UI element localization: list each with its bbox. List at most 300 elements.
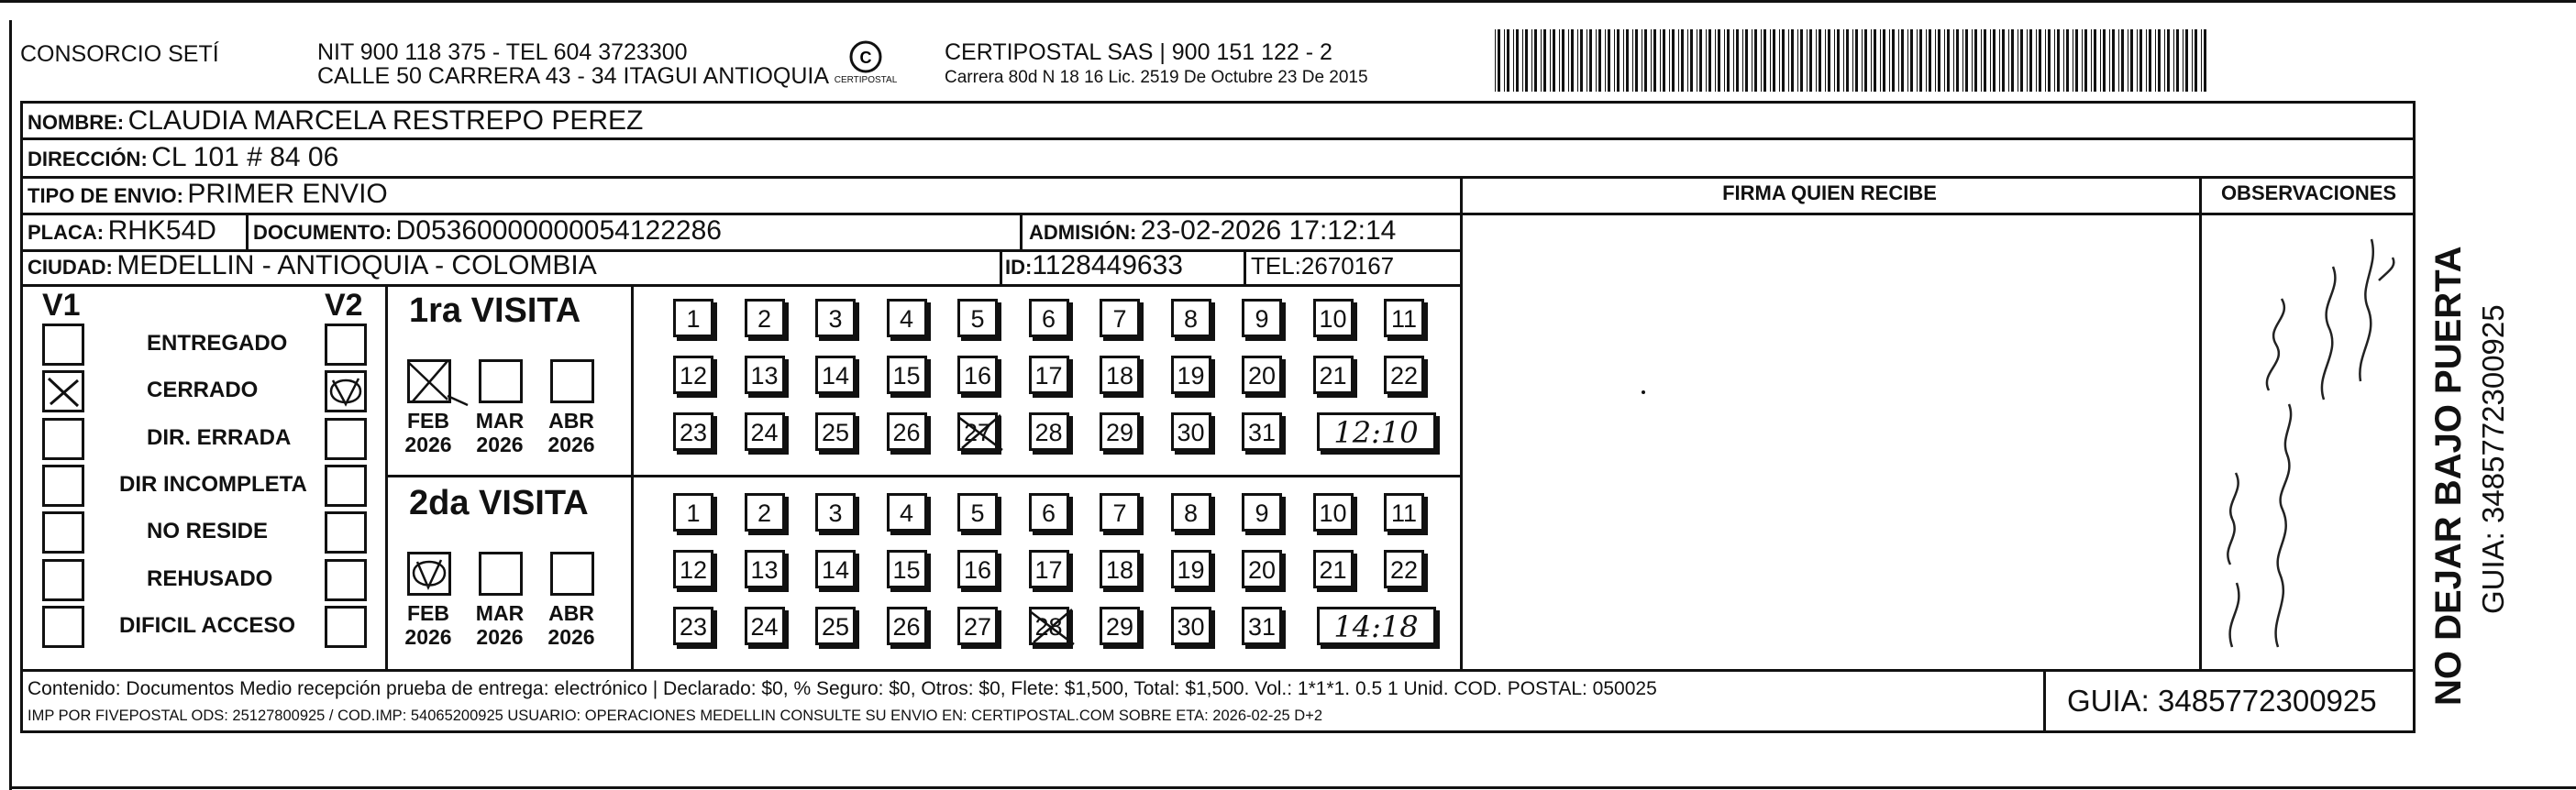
visit2-day-25[interactable]: 25	[815, 607, 856, 645]
barcode-bar	[1690, 29, 1693, 92]
status-label: NO RESIDE	[147, 519, 269, 543]
status-label: DIFICIL ACCESO	[119, 613, 296, 638]
footer-content: Contenido: Documentos Medio recepción prueba de entrega: electrónico | Declarado: $0, % Seguro: $0, Otros: $0, Flete: $1,500, Total: $1,500. Vol.: 1*1*1. 0.5 1 Unid. COD. POSTAL: 050025	[28, 678, 1657, 699]
visit1-day-8[interactable]: 8	[1171, 299, 1211, 337]
visit2-title: 2da VISITA	[409, 484, 589, 522]
barcode-bar	[1580, 29, 1583, 92]
barcode-bar	[1718, 29, 1720, 92]
v2-label: V2	[325, 288, 363, 323]
visit2-day-15[interactable]: 15	[887, 550, 927, 588]
barcode-bar	[2054, 29, 2055, 92]
barcode-bar	[1828, 29, 1830, 92]
barcode-bar	[1791, 29, 1794, 92]
barcode-bar	[1953, 29, 1954, 92]
barcode-bar	[1577, 29, 1578, 92]
visit1-day-4[interactable]: 4	[887, 299, 927, 337]
status-label: DIR. ERRADA	[147, 425, 292, 450]
v1-label: V1	[42, 288, 81, 323]
visit1-day-26[interactable]: 26	[887, 412, 927, 451]
barcode-bar	[1889, 29, 1890, 92]
direccion-value: CL 101 # 84 06	[151, 142, 339, 172]
barcode-bar	[1816, 29, 1817, 92]
barcode-bar	[1745, 29, 1748, 92]
barcode-bar	[2195, 29, 2197, 92]
barcode-bar	[2063, 29, 2064, 92]
col-line	[2199, 176, 2202, 669]
barcode-bar	[1516, 29, 1519, 92]
nombre-value: CLAUDIA MARCELA RESTREPO PEREZ	[127, 105, 644, 136]
v2-checkbox[interactable]	[325, 465, 367, 507]
barcode-bar	[1981, 29, 1982, 92]
barcode-bar	[1993, 29, 1996, 92]
visit2-month-label: FEB 2026	[404, 601, 452, 649]
tel-value: 2670167	[1300, 252, 1395, 280]
firma-label: FIRMA QUIEN RECIBE	[1722, 181, 1937, 204]
barcode-bar	[1715, 29, 1716, 92]
barcode-bar	[1534, 29, 1537, 92]
certipostal-logo	[827, 38, 904, 93]
barcode-bar	[1562, 29, 1564, 92]
barcode-bar	[1724, 29, 1725, 92]
barcode-bar	[1919, 29, 1922, 92]
visit2-day-26[interactable]: 26	[887, 607, 927, 645]
barcode-bar	[1708, 29, 1711, 92]
barcode-bar	[1935, 29, 1936, 92]
v1-checkbox[interactable]	[42, 559, 84, 601]
visit1-day-12[interactable]: 12	[673, 356, 713, 394]
id-value: 1128449633	[1032, 250, 1183, 280]
barcode-bar	[1773, 29, 1775, 92]
visit1-month-label: MAR 2026	[475, 409, 525, 456]
visit1-day-22[interactable]: 22	[1384, 356, 1424, 394]
v1-checkbox[interactable]	[42, 606, 84, 648]
visit2-day-10[interactable]: 10	[1313, 493, 1354, 532]
barcode-bar	[2082, 29, 2083, 92]
visit2-day-20[interactable]: 20	[1242, 550, 1282, 588]
barcode-bar	[1944, 29, 1945, 92]
visit2-day-6[interactable]: 6	[1029, 493, 1069, 532]
visit1-time-box[interactable]: 12:10	[1317, 412, 1436, 451]
barcode-bar	[1819, 29, 1821, 92]
bottom-rule	[9, 786, 2576, 789]
visit2-month-label: ABR 2026	[547, 601, 595, 649]
barcode-bar	[2103, 29, 2106, 92]
visit2-day-1[interactable]: 1	[673, 493, 713, 532]
barcode-bar	[2112, 29, 2115, 92]
visit1-day-24[interactable]: 24	[745, 412, 785, 451]
barcode-bar	[1770, 29, 1771, 92]
v2-checkbox[interactable]	[325, 418, 367, 460]
barcode-bar	[2121, 29, 2124, 92]
ciudad-value: MEDELLIN - ANTIOQUIA - COLOMBIA	[116, 250, 597, 280]
barcode-bar	[2002, 29, 2005, 92]
barcode-bar	[1495, 29, 1496, 92]
visit2-day-8[interactable]: 8	[1171, 493, 1211, 532]
barcode-bar	[2100, 29, 2101, 92]
barcode-bar	[1543, 29, 1546, 92]
barcode-bar	[1837, 29, 1840, 92]
visit2-day-13[interactable]: 13	[745, 550, 785, 588]
barcode-bar	[2176, 29, 2179, 92]
visit1-day-30[interactable]: 30	[1171, 412, 1211, 451]
visit2-month-checkbox[interactable]	[407, 552, 451, 596]
barcode-bar	[1687, 29, 1688, 92]
barcode-bar	[1525, 29, 1528, 92]
barcode-bar	[1972, 29, 1973, 92]
v2-checkbox[interactable]	[325, 370, 367, 412]
address-line: CALLE 50 CARRERA 43 - 34 ITAGUI ANTIOQUIA	[317, 63, 830, 89]
visit1-day-16[interactable]: 16	[957, 356, 998, 394]
barcode-bar	[1926, 29, 1927, 92]
visit1-day-17[interactable]: 17	[1029, 356, 1069, 394]
barcode-bar	[2137, 29, 2138, 92]
barcode-bar	[2027, 29, 2028, 92]
footer-line	[20, 669, 2416, 672]
visit1-day-29[interactable]: 29	[1100, 412, 1140, 451]
visit1-day-21[interactable]: 21	[1313, 356, 1354, 394]
barcode-bar	[1846, 29, 1849, 92]
observaciones-label: OBSERVACIONES	[2220, 181, 2397, 204]
v1-checkbox[interactable]	[42, 324, 84, 366]
visit2-day-12[interactable]: 12	[673, 550, 713, 588]
logo-text: CERTIPOSTAL	[834, 75, 898, 85]
visit1-month-checkbox[interactable]	[407, 359, 451, 403]
barcode-bar	[1883, 29, 1885, 92]
barcode-bar	[2057, 29, 2060, 92]
barcode-bar	[2109, 29, 2110, 92]
barcode-bar	[1898, 29, 1899, 92]
barcode-bar	[2192, 29, 2193, 92]
barcode-bar	[1871, 29, 1872, 92]
tel-row: TEL:2670167	[1251, 252, 1395, 280]
barcode-bar	[1550, 29, 1551, 92]
visit2-day-19[interactable]: 19	[1171, 550, 1211, 588]
visit1-day-13[interactable]: 13	[745, 356, 785, 394]
visit1-day-19[interactable]: 19	[1171, 356, 1211, 394]
barcode-bar	[1754, 29, 1757, 92]
barcode-bar	[2011, 29, 2014, 92]
barcode-bar	[2045, 29, 2046, 92]
barcode-bar	[2185, 29, 2188, 92]
barcode-bar	[1678, 29, 1679, 92]
barcode-bar	[1681, 29, 1684, 92]
svg-text:C: C	[859, 49, 872, 67]
visit2-day-18[interactable]: 18	[1100, 550, 1140, 588]
check-mark-icon	[45, 373, 82, 410]
barcode-bar	[2008, 29, 2009, 92]
barcode-bar	[1541, 29, 1542, 92]
barcode-bar	[1706, 29, 1707, 92]
barcode-bar	[1990, 29, 1991, 92]
visit2-day-28[interactable]: 28	[1029, 607, 1069, 645]
barcode-bar	[1589, 29, 1592, 92]
visit1-month-checkbox[interactable]	[550, 359, 594, 403]
visit2-month-checkbox[interactable]	[550, 552, 594, 596]
left-rule	[9, 20, 12, 790]
v1-checkbox[interactable]	[42, 418, 84, 460]
visit2-day-31[interactable]: 31	[1242, 607, 1282, 645]
barcode-bar	[1660, 29, 1661, 92]
barcode-bar	[1651, 29, 1652, 92]
barcode-bar	[1507, 29, 1509, 92]
status-label: REHUSADO	[147, 566, 273, 591]
barcode-bar	[2084, 29, 2087, 92]
barcode-bar	[1907, 29, 1908, 92]
visit2-day-9[interactable]: 9	[1242, 493, 1282, 532]
barcode-bar	[1571, 29, 1574, 92]
barcode-bar	[1504, 29, 1505, 92]
visit2-day-11[interactable]: 11	[1384, 493, 1424, 532]
barcode-bar	[2139, 29, 2142, 92]
admision-row: ADMISIÓN: 23-02-2026 17:12:14	[1029, 215, 1397, 246]
barcode-bar	[1672, 29, 1675, 92]
ciudad-row: CIUDAD: MEDELLIN - ANTIOQUIA - COLOMBIA	[28, 250, 597, 280]
col-line	[1000, 249, 1002, 284]
barcode-bar	[2091, 29, 2092, 92]
visit2-day-22[interactable]: 22	[1384, 550, 1424, 588]
visit1-day-31[interactable]: 31	[1242, 412, 1282, 451]
barcode-bar	[1553, 29, 1555, 92]
barcode-bar	[1598, 29, 1601, 92]
certipostal-line: CERTIPOSTAL SAS | 900 151 122 - 2	[945, 39, 1332, 65]
visit1-day-25[interactable]: 25	[815, 412, 856, 451]
footer-imp: IMP POR FIVEPOSTAL ODS: 25127800925 / COD.IMP: 54065200925 USUARIO: OPERACIONES MEDELLIN CONSULTE SU ENVIO EN: CERTIPOSTAL.COM SOBRE ETA: 2026-02-25 D+2	[28, 708, 1323, 724]
nit-line: NIT 900 118 375 - TEL 604 3723300	[317, 39, 688, 65]
barcode-bar	[1864, 29, 1867, 92]
barcode-bar	[1522, 29, 1523, 92]
barcode-bar	[2167, 29, 2170, 92]
check-mark-icon	[327, 373, 364, 410]
guia-box-line	[2043, 669, 2046, 733]
barcode-bar	[1568, 29, 1569, 92]
placa-row: PLACA: RHK54D	[28, 215, 216, 246]
visit1-day-7[interactable]: 7	[1100, 299, 1140, 337]
barcode-bar	[1880, 29, 1881, 92]
barcode-bar	[1782, 29, 1785, 92]
barcode-bar	[1947, 29, 1950, 92]
barcode-bar	[2020, 29, 2023, 92]
visit1-day-20[interactable]: 20	[1242, 356, 1282, 394]
v1-checkbox[interactable]	[42, 511, 84, 554]
visit1-day-11[interactable]: 11	[1384, 299, 1424, 337]
barcode-bar	[2029, 29, 2032, 92]
id-row: ID:1128449633	[1005, 250, 1183, 280]
visit1-day-3[interactable]: 3	[815, 299, 856, 337]
barcode-bar	[2183, 29, 2184, 92]
barcode-bar	[1901, 29, 1904, 92]
barcode-bar	[2158, 29, 2161, 92]
v2-checkbox[interactable]	[325, 559, 367, 601]
visit1-day-28[interactable]: 28	[1029, 412, 1069, 451]
barcode-bar	[1797, 29, 1798, 92]
barcode-bar	[1834, 29, 1835, 92]
barcode-bar	[2075, 29, 2078, 92]
barcode-bar	[1669, 29, 1670, 92]
barcode-bar	[1761, 29, 1762, 92]
status-label: CERRADO	[147, 378, 259, 402]
footer-guia: GUIA: 3485772300925	[2067, 684, 2377, 718]
cross-mark-icon	[1026, 606, 1081, 648]
barcode-bar	[1852, 29, 1853, 92]
visit1-title: 1ra VISITA	[409, 291, 581, 330]
barcode-bar	[1626, 29, 1629, 92]
visit2-day-30[interactable]: 30	[1171, 607, 1211, 645]
visit2-day-14[interactable]: 14	[815, 550, 856, 588]
col-line	[1460, 176, 1463, 669]
direccion-row: DIRECCIÓN: CL 101 # 84 06	[28, 142, 339, 172]
visit1-day-15[interactable]: 15	[887, 356, 927, 394]
visit2-day-17[interactable]: 17	[1029, 550, 1069, 588]
side-guia: GUIA: 3485772300925	[2476, 304, 2510, 614]
barcode-bar	[1956, 29, 1959, 92]
barcode-bar	[2048, 29, 2051, 92]
visit1-day-9[interactable]: 9	[1242, 299, 1282, 337]
visit1-day-6[interactable]: 6	[1029, 299, 1069, 337]
v1-checkbox[interactable]	[42, 465, 84, 507]
visit1-day-1[interactable]: 1	[673, 299, 713, 337]
status-label: ENTREGADO	[147, 331, 288, 356]
barcode-bar	[2155, 29, 2156, 92]
barcode-bar	[1736, 29, 1739, 92]
visit2-day-29[interactable]: 29	[1100, 607, 1140, 645]
visit2-day-21[interactable]: 21	[1313, 550, 1354, 588]
barcode-bar	[1962, 29, 1963, 92]
visit2-day-24[interactable]: 24	[745, 607, 785, 645]
barcode-bar	[1605, 29, 1606, 92]
barcode-bar	[2164, 29, 2165, 92]
visit1-month-checkbox[interactable]	[479, 359, 523, 403]
visit2-day-27[interactable]: 27	[957, 607, 998, 645]
visit2-month-checkbox[interactable]	[479, 552, 523, 596]
visit1-month-label: FEB 2026	[404, 409, 452, 456]
visit2-time-box[interactable]: 14:18	[1317, 607, 1436, 645]
barcode-bar	[1727, 29, 1730, 92]
barcode-bar	[1965, 29, 1968, 92]
visit1-day-14[interactable]: 14	[815, 356, 856, 394]
barcode-bar	[1974, 29, 1977, 92]
tipo-row: TIPO DE ENVIO: PRIMER ENVIO	[28, 179, 388, 209]
barcode-bar	[1632, 29, 1633, 92]
visit2-day-7[interactable]: 7	[1100, 493, 1140, 532]
visit1-day-23[interactable]: 23	[673, 412, 713, 451]
barcode-bar	[1843, 29, 1844, 92]
barcode-bar	[1809, 29, 1812, 92]
barcode-bar	[2146, 29, 2147, 92]
barcode-bar	[1779, 29, 1780, 92]
barcode-bar	[2118, 29, 2119, 92]
barcode-bar	[1910, 29, 1913, 92]
documento-value: D05360000000054122286	[395, 215, 722, 246]
visit2-day-5[interactable]: 5	[957, 493, 998, 532]
visit1-day-10[interactable]: 10	[1313, 299, 1354, 337]
signature-dot	[1642, 390, 1645, 394]
documento-row: DOCUMENTO: D05360000000054122286	[253, 215, 722, 246]
barcode-bar	[1855, 29, 1858, 92]
barcode-bar	[1874, 29, 1876, 92]
barcode-bar	[1999, 29, 2000, 92]
barcode-bar	[1984, 29, 1986, 92]
top-rule	[0, 0, 2576, 3]
col-line	[1020, 213, 1023, 249]
barcode-bar	[2066, 29, 2069, 92]
nombre-row: NOMBRE: CLAUDIA MARCELA RESTREPO PEREZ	[28, 105, 644, 136]
check-mark-icon	[410, 554, 448, 593]
barcode-bar	[2094, 29, 2096, 92]
v2-checkbox[interactable]	[325, 324, 367, 366]
barcode-bar	[2039, 29, 2041, 92]
cross-mark-icon	[955, 411, 1010, 454]
barcode-bar	[1644, 29, 1647, 92]
visit2-day-23[interactable]: 23	[673, 607, 713, 645]
observaciones-handwriting	[2205, 216, 2414, 665]
v2-checkbox[interactable]	[325, 606, 367, 648]
check-mark-icon	[407, 359, 471, 405]
status-label: DIR INCOMPLETA	[119, 472, 307, 497]
barcode-bar	[1938, 29, 1940, 92]
visit2-day-4[interactable]: 4	[887, 493, 927, 532]
company-name: CONSORCIO SETÍ	[20, 41, 219, 67]
visit1-day-27[interactable]: 27	[957, 412, 998, 451]
barcode-bar	[1929, 29, 1931, 92]
barcode-bar	[1763, 29, 1766, 92]
visit1-day-5[interactable]: 5	[957, 299, 998, 337]
barcode-bar	[1653, 29, 1656, 92]
barcode-bar	[1800, 29, 1803, 92]
barcode-bar	[1596, 29, 1597, 92]
barcode-bar	[1614, 29, 1615, 92]
visit2-day-16[interactable]: 16	[957, 550, 998, 588]
barcode-bar	[2201, 29, 2202, 92]
barcode-bar	[1862, 29, 1863, 92]
barcode-bar	[1635, 29, 1638, 92]
barcode-bar	[2173, 29, 2174, 92]
placa-value: RHK54D	[107, 215, 216, 246]
barcode-bar	[2204, 29, 2206, 92]
certipostal-license: Carrera 80d N 18 16 Lic. 2519 De Octubre 23 De 2015	[945, 68, 1368, 87]
barcode-bar	[1742, 29, 1743, 92]
barcode-bar	[1608, 29, 1610, 92]
barcode-bar	[2036, 29, 2037, 92]
barcode-bar	[1825, 29, 1826, 92]
tipo-value: PRIMER ENVIO	[187, 179, 388, 209]
col-line	[1244, 249, 1246, 284]
barcode-bar	[1617, 29, 1620, 92]
row-line	[385, 475, 1460, 477]
barcode-bar	[2149, 29, 2151, 92]
visit2-day-2[interactable]: 2	[745, 493, 785, 532]
barcode-bar	[1513, 29, 1514, 92]
barcode-bar	[2130, 29, 2133, 92]
barcode-bar	[1498, 29, 1500, 92]
barcode-bar	[1892, 29, 1895, 92]
v1-checkbox[interactable]	[42, 370, 84, 412]
barcode	[1495, 29, 2210, 92]
visit1-day-18[interactable]: 18	[1100, 356, 1140, 394]
visit2-day-3[interactable]: 3	[815, 493, 856, 532]
barcode-bar	[1699, 29, 1702, 92]
barcode-bar	[1531, 29, 1532, 92]
barcode-bar	[1623, 29, 1624, 92]
visit1-day-2[interactable]: 2	[745, 299, 785, 337]
visit1-month-label: ABR 2026	[547, 409, 595, 456]
v2-checkbox[interactable]	[325, 511, 367, 554]
admision-value: 23-02-2026 17:12:14	[1140, 215, 1397, 246]
barcode-bar	[1559, 29, 1560, 92]
barcode-bar	[1807, 29, 1808, 92]
barcode-bar	[1917, 29, 1918, 92]
visit2-month-label: MAR 2026	[475, 601, 525, 649]
col-line	[246, 213, 249, 249]
